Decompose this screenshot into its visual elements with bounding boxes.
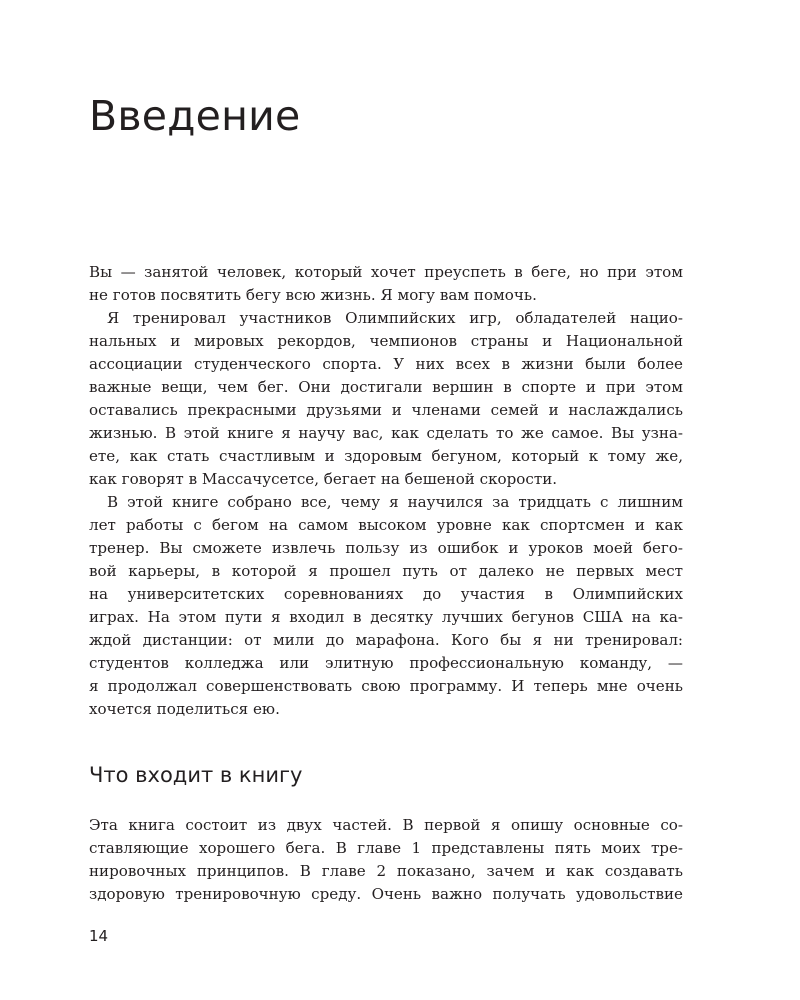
intro-p2-line: ассоциации студенческого спорта. У них всех в жизни были более (89, 355, 683, 373)
intro-p2-line: ете, как стать счастливым и здоровым бегуном, который к тому же, (89, 447, 683, 465)
intro-p3-line: вой карьеры, в которой я прошел путь от далеко не первых мест (89, 562, 683, 580)
intro-p3-line: тренер. Вы сможете извлечь пользу из ошибок и уроков моей бего- (89, 539, 683, 557)
section-heading: Что входит в книгу (89, 763, 303, 787)
page-number: 14 (89, 927, 109, 945)
section-line: нировочных принципов. В главе 2 показано, зачем и как создавать (89, 862, 683, 880)
intro-p2-line: важные вещи, чем бег. Они достигали вершин в спорте и при этом (89, 378, 683, 396)
intro-p3-line: лет работы с бегом на самом высоком уровне как спортсмен и как (89, 516, 683, 534)
intro-p3-line: на университетских соревнованиях до участия в Олимпийских (89, 585, 683, 603)
intro-p2-line: оставались прекрасными друзьями и членами семей и наслаждались (89, 401, 683, 419)
intro-p2-line: как говорят в Массачусетсе, бегает на бешеной скорости. (89, 470, 558, 488)
intro-p3-line: студентов колледжа или элитную профессиональную команду, — (89, 654, 683, 672)
section-text (89, 814, 683, 906)
section-line: ставляющие хорошего бега. В главе 1 представлены пять моих тре- (89, 839, 683, 857)
section-line: здоровую тренировочную среду. Очень важно получать удовольствие (89, 885, 683, 903)
chapter-title: Введение (89, 92, 301, 140)
intro-p3-line: я продолжал совершенствовать свою программу. И теперь мне очень (89, 677, 683, 695)
intro-text (89, 261, 683, 721)
intro-p2-line: нальных и мировых рекордов, чемпионов страны и Национальной (89, 332, 683, 350)
intro-p3-line: хочется поделиться ею. (89, 700, 280, 718)
intro-p3-line: ждой дистанции: от мили до марафона. Кого бы я ни тренировал: (89, 631, 683, 649)
intro-p2-line: Я тренировал участников Олимпийских игр, обладателей нацио- (107, 309, 683, 327)
section-line: Эта книга состоит из двух частей. В первой я опишу основные со- (89, 816, 683, 834)
intro-p1-line: не готов посвятить бегу всю жизнь. Я могу вам помочь. (89, 286, 537, 304)
intro-p2-line: жизнью. В этой книге я научу вас, как сделать то же самое. Вы узна- (89, 424, 683, 442)
intro-p3-line: играх. На этом пути я входил в десятку лучших бегунов США на ка- (89, 608, 683, 626)
intro-p3-line: В этой книге собрано все, чему я научился за тридцать с лишним (107, 493, 683, 511)
intro-p1-line: Вы — занятой человек, который хочет преуспеть в беге, но при этом (89, 263, 683, 281)
